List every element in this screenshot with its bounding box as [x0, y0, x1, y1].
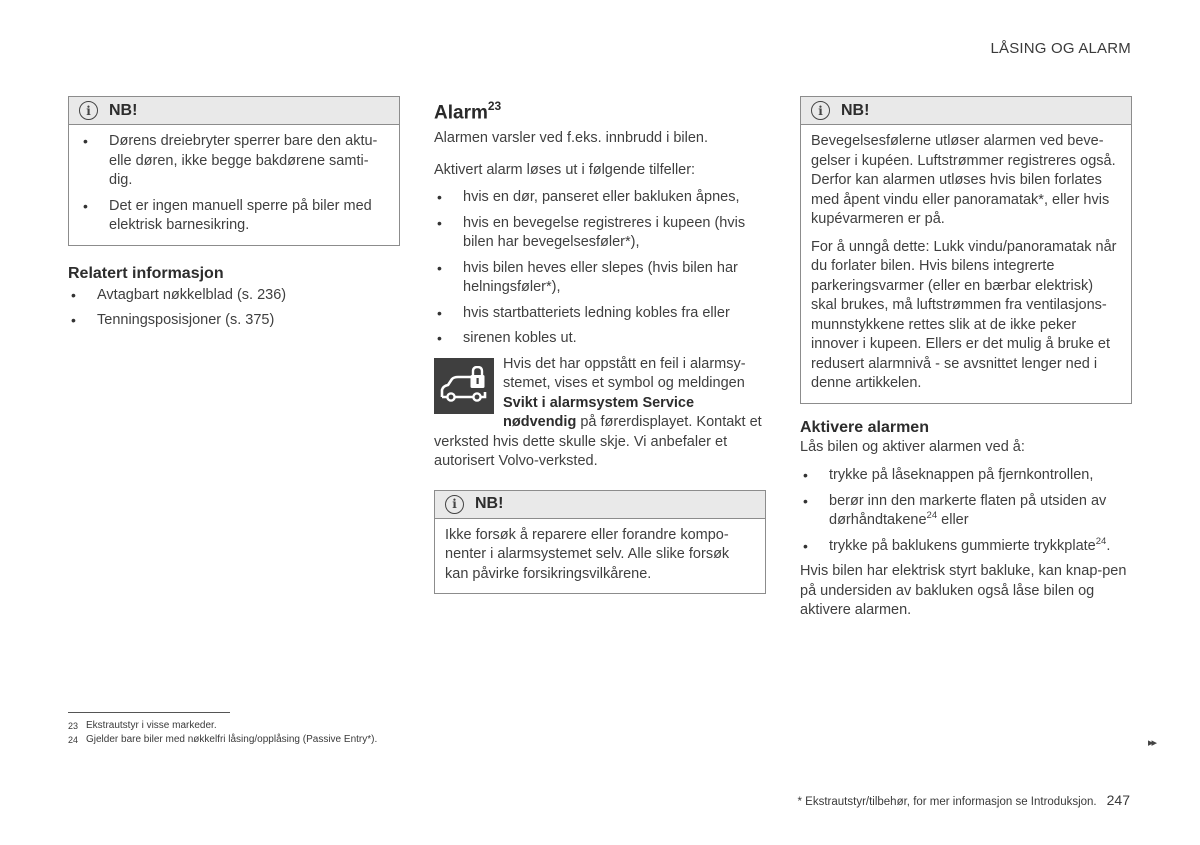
footnotes — [68, 712, 588, 747]
nb-body — [69, 125, 399, 245]
nb-title: NB! — [841, 101, 870, 119]
nb-header — [435, 491, 765, 519]
column-left — [68, 96, 400, 337]
trigger-lead: Aktivert alarm løses ut i følgende tilfeller: — [434, 161, 696, 178]
nb-title: NB! — [109, 101, 138, 119]
nb-text: Ikke forsøk å reparere eller forandre kompo-nenter i alarmsystemet selv. Alle slike forsøk kan påvirke forsikringsvilkårene. — [445, 526, 730, 582]
nb-paragraph: Bevegelsesfølerne utløser alarmen ved beve-gelser i kupéen. Luftstrømmer registreres også. Derfor kan alarmen utløses hvis bilen forlates med åpent vindu eller panoramatak*, eller hvis kupévarmeren er på. — [811, 133, 1116, 227]
nb-body — [801, 125, 1131, 403]
column-middle — [434, 96, 766, 594]
nb-box-motion-sensor — [800, 96, 1132, 404]
nb-header — [69, 97, 399, 125]
section-title: LÅSING OG ALARM — [990, 40, 1131, 57]
list-item: • hvis en dør, panseret eller bakluken åpnes, — [434, 188, 766, 208]
nb-header — [801, 97, 1131, 125]
nb-body — [435, 519, 765, 594]
related-info-list — [68, 286, 400, 331]
info-icon: i — [811, 101, 830, 120]
activate-list — [800, 466, 1132, 556]
list-item: • trykke på baklukens gummierte trykkplate$^{24}$. — [800, 537, 1132, 557]
footnote-ref: 24 — [926, 510, 938, 522]
footnote-divider — [68, 712, 230, 713]
list-item: • Det er ingen manuell sperre på biler med elektrisk barnesikring. — [79, 197, 389, 236]
page-number: 247 — [1106, 792, 1130, 808]
page-heading-alarm: Alarm$^{23}$ — [434, 99, 502, 124]
list-item: • trykke på låseknappen på fjernkontrollen, — [800, 466, 1132, 486]
car-alarm-lock-icon — [434, 358, 494, 414]
footnote-ref: 23 — [487, 99, 502, 113]
page-footer — [798, 792, 1130, 808]
list-item: • berør inn den markerte flaten på utsiden av dørhåndtakene$^{24}$ eller — [800, 492, 1132, 531]
info-icon: i — [445, 495, 464, 514]
nb-title: NB! — [475, 495, 504, 513]
column-right — [800, 96, 1132, 621]
footnote-item: 24 Gjelder bare biler med nøkkelfri låsing/opplåsing (Passive Entry*). — [68, 734, 378, 745]
related-link-ignition[interactable]: • Tenningsposisjoner (s. 375) — [68, 311, 400, 331]
fault-paragraph: Hvis det har oppstått en feil i alarmsy-stemet, vises et symbol og meldingen Svikt i alarmsystem Service nødvendig på førerdisplayet. Kontakt et verksted hvis dette skulle skje. Vi anbefaler et autorisert Volvo-verksted. — [434, 355, 762, 470]
trigger-list — [434, 188, 766, 349]
list-item: • hvis startbatteriets ledning kobles fra eller — [434, 304, 766, 324]
list-item: • hvis en bevegelse registreres i kupeen (hvis bilen har bevegelsesføler*), — [434, 214, 766, 253]
list-item: • Dørens dreiebryter sperrer bare den aktu-elle døren, ikke begge bakdørene samti-dig. — [79, 132, 389, 191]
footnote-item: 23 Ekstrautstyr i visse markeder. — [68, 720, 217, 731]
nb-box-repair — [434, 490, 766, 595]
nb-paragraph: For å unngå dette: Lukk vindu/panoramatak når du forlater bilen. Hvis bilens integrerte parkeringsvarmer (eller en bærbar elektrisk) skal brukes, må luftstrømmen fra ventilasjons-munnstykkene rettes slik at de ikke peker innover i kupeen. Ellers er det mulig å bruke et redusert alarmnivå - se avsnittet lenger ned i denne artikkelen. — [811, 238, 1117, 391]
activate-heading: Aktivere alarmen — [800, 418, 929, 436]
accessory-note: * Ekstrautstyr/tilbehør, for mer informasjon se Introduksjon. — [797, 796, 1097, 808]
tailgate-paragraph: Hvis bilen har elektrisk styrt bakluke, kan knap-pen på undersiden av bakluken også låse bilen og aktivere alarmen. — [800, 563, 1127, 618]
related-link-key-blade[interactable]: • Avtagbart nøkkelblad (s. 236) — [68, 286, 400, 306]
info-icon: i — [79, 101, 98, 120]
list-item: • hvis bilen heves eller slepes (hvis bilen har helningsføler*), — [434, 259, 766, 298]
activate-lead: Lås bilen og aktiver alarmen ved å: — [800, 438, 1025, 455]
footnote-ref: 24 — [1095, 535, 1107, 547]
next-page-arrow-icon[interactable]: ▸▸ — [1148, 737, 1156, 749]
nb-box-door-lock — [68, 96, 400, 246]
related-info-heading: Relatert informasjon — [68, 264, 224, 282]
alarm-intro: Alarmen varsler ved f.eks. innbrudd i bilen. — [434, 130, 709, 147]
fault-message: Svikt i alarmsystem Service nødvendig — [503, 394, 695, 431]
list-item: • sirenen kobles ut. — [434, 329, 766, 349]
